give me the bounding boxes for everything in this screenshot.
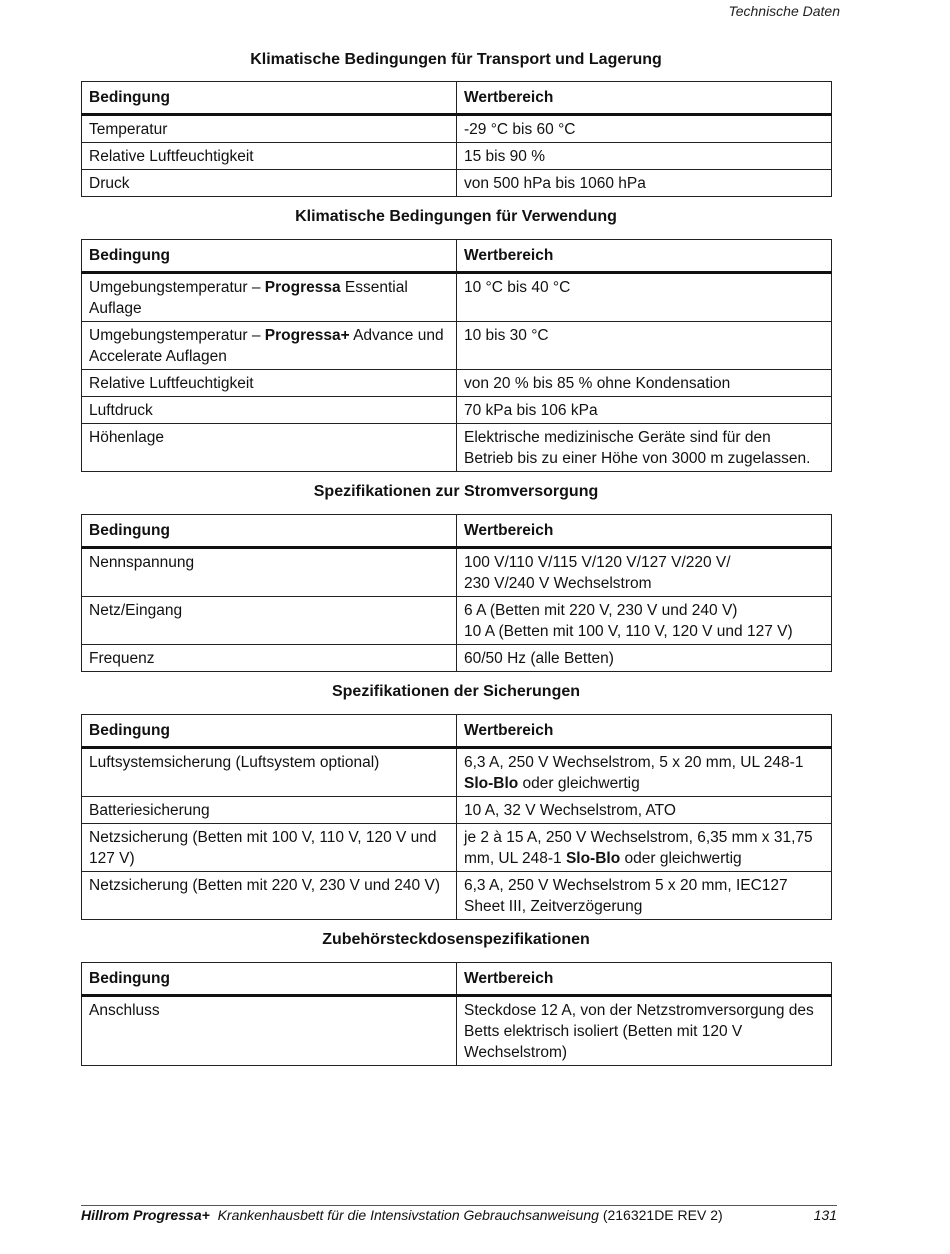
table-row xyxy=(82,115,832,143)
table-row xyxy=(82,273,832,322)
table-row xyxy=(82,397,832,424)
table-row xyxy=(82,597,832,645)
cell-condition: Temperatur xyxy=(82,115,457,143)
table-row xyxy=(82,797,832,824)
table-header-row xyxy=(82,515,832,548)
table-usage xyxy=(81,239,832,472)
table-power-supply xyxy=(81,514,832,672)
cell-condition: Anschluss xyxy=(82,996,457,1066)
cell-line: 100 V/110 V/115 V/120 V/127 V/220 V/ xyxy=(464,554,731,571)
table-row xyxy=(82,370,832,397)
cell-text: oder gleichwertig xyxy=(620,850,742,867)
cell-text: Umgebungstemperatur – xyxy=(89,327,265,344)
table-transport-storage xyxy=(81,81,832,197)
column-header-range: Wertbereich xyxy=(457,82,832,115)
brand-name: Slo-Blo xyxy=(464,775,519,792)
cell-line: 6 A (Betten mit 220 V, 230 V und 240 V) xyxy=(464,602,738,619)
column-header-range: Wertbereich xyxy=(457,715,832,748)
table-row xyxy=(82,170,832,197)
cell-text: oder gleichwertig xyxy=(518,775,640,792)
running-header: Technische Daten xyxy=(728,3,840,19)
section-title-usage: Klimatische Bedingungen für Verwendung xyxy=(295,208,617,225)
cell-condition: Luftsystemsicherung (Luftsystem optional) xyxy=(82,748,457,797)
cell-range xyxy=(457,748,832,797)
footer-divider xyxy=(81,1205,837,1206)
page-content xyxy=(81,50,831,1066)
cell-range: 70 kPa bis 106 kPa xyxy=(457,397,832,424)
cell-condition: Batteriesicherung xyxy=(82,797,457,824)
cell-condition: Relative Luftfeuchtigkeit xyxy=(82,143,457,170)
cell-text: Umgebungstemperatur – xyxy=(89,279,265,296)
cell-range: 15 bis 90 % xyxy=(457,143,832,170)
column-header-range: Wertbereich xyxy=(457,963,832,996)
table-header-row xyxy=(82,240,832,273)
cell-range: 60/50 Hz (alle Betten) xyxy=(457,645,832,672)
cell-condition: Relative Luftfeuchtigkeit xyxy=(82,370,457,397)
table-row xyxy=(82,824,832,872)
table-row xyxy=(82,872,832,920)
column-header-condition: Bedingung xyxy=(82,82,457,115)
column-header-condition: Bedingung xyxy=(82,515,457,548)
cell-range xyxy=(457,597,832,645)
table-header-row xyxy=(82,715,832,748)
table-accessory-outlet xyxy=(81,962,832,1066)
cell-range: Steckdose 12 A, von der Netzstromversorgung des Betts elektrisch isoliert (Betten mit 120 V Wechselstrom) xyxy=(457,996,832,1066)
cell-condition: Nennspannung xyxy=(82,548,457,597)
table-header-row xyxy=(82,82,832,115)
table-row xyxy=(82,322,832,370)
cell-range: 10 °C bis 40 °C xyxy=(457,273,832,322)
footer-text: Krankenhausbett für die Intensivstation Gebrauchsanweisung xyxy=(217,1207,599,1223)
section-title-power: Spezifikationen zur Stromversorgung xyxy=(313,483,599,500)
cell-condition xyxy=(82,322,457,370)
column-header-condition: Bedingung xyxy=(82,715,457,748)
cell-range: -29 °C bis 60 °C xyxy=(457,115,832,143)
column-header-range: Wertbereich xyxy=(457,240,832,273)
cell-condition: Höhenlage xyxy=(82,424,457,472)
section-title-transport: Klimatische Bedingungen für Transport und Lagerung xyxy=(250,51,662,68)
table-row xyxy=(82,548,832,597)
cell-condition: Netzsicherung (Betten mit 220 V, 230 V und 240 V) xyxy=(82,872,457,920)
table-fuses xyxy=(81,714,832,920)
column-header-condition: Bedingung xyxy=(82,963,457,996)
cell-range: 10 A, 32 V Wechselstrom, ATO xyxy=(457,797,832,824)
cell-text: 6,3 A, 250 V Wechselstrom, 5 x 20 mm, UL 248-1 xyxy=(464,754,804,771)
table-row xyxy=(82,748,832,797)
footer-brand: Hillrom Progressa+ xyxy=(81,1207,210,1223)
cell-range: 6,3 A, 250 V Wechselstrom 5 x 20 mm, IEC127 Sheet III, Zeitverzögerung xyxy=(457,872,832,920)
cell-line: 230 V/240 V Wechselstrom xyxy=(464,575,652,592)
cell-text: Essential Auflage xyxy=(89,279,408,317)
cell-condition: Frequenz xyxy=(82,645,457,672)
brand-name: Slo-Blo xyxy=(565,850,621,867)
table-row xyxy=(82,143,832,170)
page-number: 131 xyxy=(813,1207,837,1223)
cell-condition: Netz/Eingang xyxy=(82,597,457,645)
cell-range: 10 bis 30 °C xyxy=(457,322,832,370)
cell-range: von 500 hPa bis 1060 hPa xyxy=(457,170,832,197)
table-row xyxy=(82,645,832,672)
cell-text: Advance und Accelerate Auflagen xyxy=(89,327,444,365)
product-name: Progressa+ xyxy=(264,327,350,344)
product-name: Progressa xyxy=(264,279,341,296)
table-header-row xyxy=(82,963,832,996)
cell-condition: Luftdruck xyxy=(82,397,457,424)
section-title-accessory-outlet: Zubehörsteckdosenspezifikationen xyxy=(322,931,590,948)
column-header-range: Wertbereich xyxy=(457,515,832,548)
section-title-fuses: Spezifikationen der Sicherungen xyxy=(331,683,581,700)
cell-range: von 20 % bis 85 % ohne Kondensation xyxy=(457,370,832,397)
cell-text: je 2 à 15 A, 250 V Wechselstrom, 6,35 mm x 31,75 mm, UL 248-1 xyxy=(464,829,813,867)
cell-line: 10 A (Betten mit 100 V, 110 V, 120 V und 127 V) xyxy=(464,623,793,640)
page-footer xyxy=(81,1207,837,1223)
cell-range: Elektrische medizinische Geräte sind für den Betrieb bis zu einer Höhe von 3000 m zugelassen. xyxy=(457,424,832,472)
table-row xyxy=(82,424,832,472)
cell-condition: Netzsicherung (Betten mit 100 V, 110 V, 120 V und 127 V) xyxy=(82,824,457,872)
cell-condition xyxy=(82,273,457,322)
footer-document-title xyxy=(81,1207,723,1223)
column-header-condition: Bedingung xyxy=(82,240,457,273)
cell-range xyxy=(457,548,832,597)
cell-range xyxy=(457,824,832,872)
table-row xyxy=(82,996,832,1066)
footer-doc-number: (216321DE REV 2) xyxy=(602,1207,723,1223)
cell-condition: Druck xyxy=(82,170,457,197)
